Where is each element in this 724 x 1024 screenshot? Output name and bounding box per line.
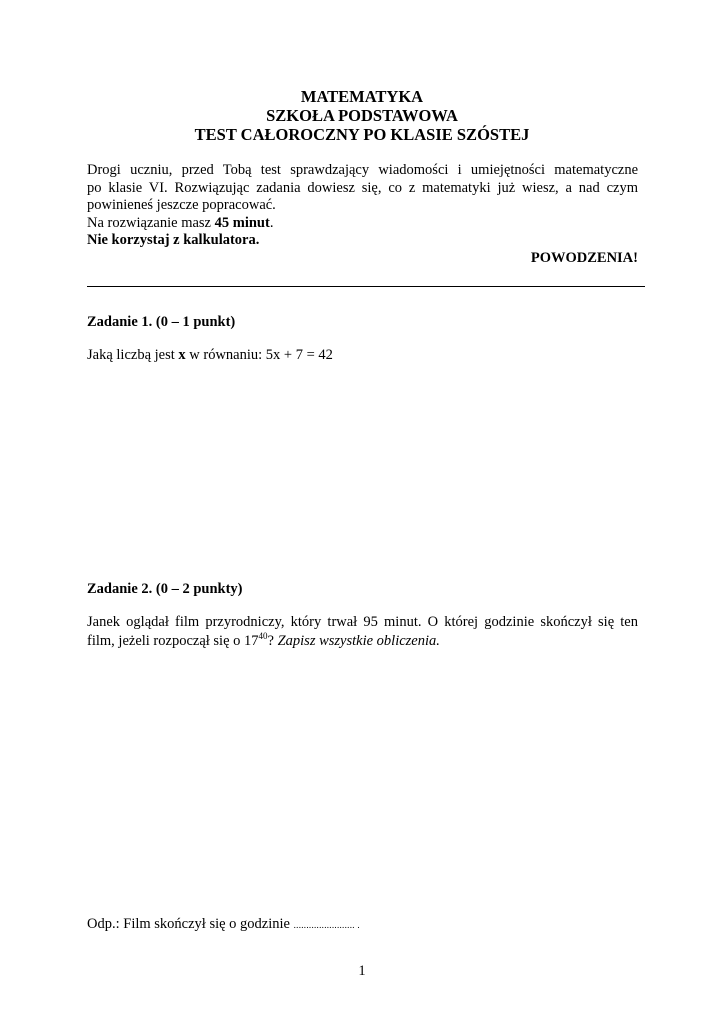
answer-label: Odp.: Film skończył się o godzinie (87, 916, 294, 932)
intro-line-3: powinieneś jeszcze popracować. (87, 197, 276, 213)
horizontal-divider (87, 286, 645, 287)
time-limit (87, 215, 638, 233)
page-number: 1 (358, 963, 366, 979)
task-1-variable: x (178, 347, 186, 363)
intro-line-1: Drogi uczniu, przed Tobą test sprawdzający wiadomości i umiejętności matematyczne (87, 162, 638, 178)
task-1-prefix: Jaką liczbą jest (87, 347, 179, 363)
answer-blank[interactable]: ........................ . (293, 920, 360, 930)
task-1-equation: w równaniu: 5x + 7 = 42 (185, 347, 333, 363)
task-2-line-1: Janek oglądał film przyrodniczy, który trwał 95 minut. O której godzinie skończył się ten (87, 614, 638, 630)
document-title: MATEMATYKA (300, 87, 424, 106)
task-1-text (87, 346, 638, 365)
task-2-answer-line (87, 916, 360, 933)
intro-section (87, 162, 638, 267)
document-subtitle-school: SZKOŁA PODSTAWOWA (266, 106, 458, 125)
calculator-notice: Nie korzystaj z kalkulatora. (87, 232, 260, 248)
task-1-header: Zadanie 1. (0 – 1 punkt) (87, 314, 236, 330)
time-limit-suffix: . (269, 214, 274, 231)
task-2-line-2-prefix: film, jeżeli rozpoczął się o 17 (87, 633, 259, 649)
good-luck-text: POWODZENIA! (530, 249, 638, 266)
time-limit-value: 45 minut (214, 214, 270, 231)
document-subtitle-test: TEST CAŁOROCZNY PO KLASIE SZÓSTEJ (194, 125, 530, 144)
task-2-question-mark: ? (267, 633, 278, 649)
task-2-text (87, 613, 638, 651)
task-2-line-2 (87, 632, 638, 651)
task-2-header: Zadanie 2. (0 – 2 punkty) (87, 581, 243, 597)
task-2-instruction: Zapisz wszystkie obliczenia. (277, 633, 440, 649)
intro-line-2: po klasie VI. Rozwiązując zadania dowiesz się, co z matematyki już wiesz, a nad czym (87, 179, 638, 196)
time-limit-prefix: Na rozwiązanie masz (87, 214, 215, 231)
task-2-time-superscript: 40 (258, 631, 268, 641)
